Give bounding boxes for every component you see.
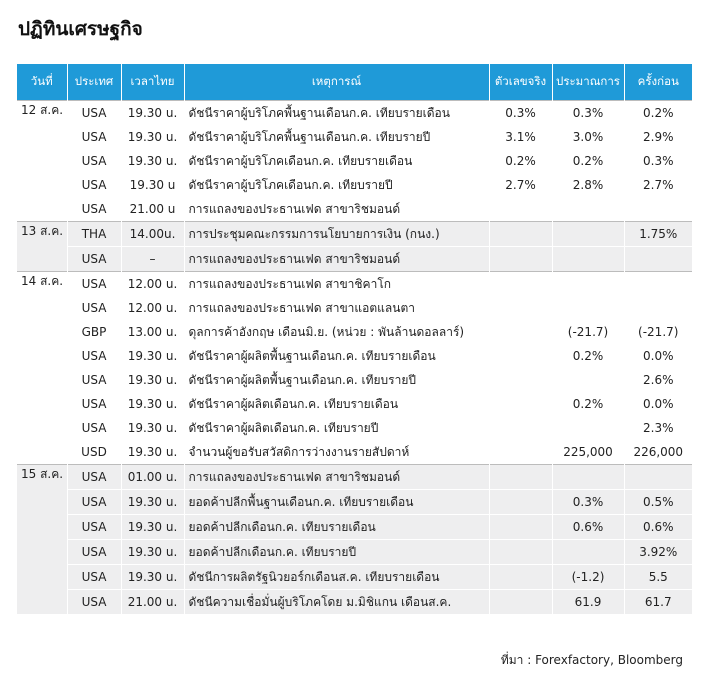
cell-actual [489, 296, 552, 320]
cell-previous: 0.0% [624, 344, 692, 368]
cell-event: ดัชนีความเชื่อมั่นผู้บริโภคโดย ม.มิชิแกน เดือนส.ค. [184, 590, 489, 615]
cell-forecast: 0.2% [552, 344, 624, 368]
cell-event: ยอดค้าปลีกเดือนก.ค. เทียบรายปี [184, 540, 489, 565]
col-header-country: ประเทศ [67, 64, 121, 101]
cell-date: 12 ส.ค. [17, 101, 67, 222]
cell-actual [489, 222, 552, 247]
cell-event: การแถลงของประธานเฟด สาขาริชมอนด์ [184, 197, 489, 222]
cell-forecast: 0.2% [552, 149, 624, 173]
cell-event: ดัชนีราคาผู้ผลิตพื้นฐานเดือนก.ค. เทียบรายปี [184, 368, 489, 392]
cell-event: ดัชนีการผลิตรัฐนิวยอร์กเดือนส.ค. เทียบรายเดือน [184, 565, 489, 590]
cell-actual [489, 344, 552, 368]
source-note: ที่มา : Forexfactory, Bloomberg [500, 653, 683, 667]
table-row [17, 272, 692, 297]
cell-time: 19.30 u. [121, 416, 184, 440]
cell-forecast [552, 416, 624, 440]
cell-forecast [552, 296, 624, 320]
cell-actual: 2.7% [489, 173, 552, 197]
cell-actual [489, 247, 552, 272]
cell-country: THA [67, 222, 121, 247]
cell-date: 13 ส.ค. [17, 222, 67, 272]
cell-event: ยอดค้าปลีกเดือนก.ค. เทียบรายเดือน [184, 515, 489, 540]
table-row [17, 320, 692, 344]
table-row [17, 344, 692, 368]
cell-event: ดัชนีราคาผู้บริโภคเดือนก.ค. เทียบรายปี [184, 173, 489, 197]
cell-actual [489, 490, 552, 515]
cell-previous: 5.5 [624, 565, 692, 590]
cell-time: 12.00 u. [121, 296, 184, 320]
cell-actual [489, 368, 552, 392]
cell-country: USA [67, 101, 121, 126]
table-row [17, 247, 692, 272]
cell-event: การแถลงของประธานเฟด สาขาริชมอนด์ [184, 247, 489, 272]
cell-actual [489, 590, 552, 615]
cell-actual: 0.3% [489, 101, 552, 126]
cell-event: ดัชนีราคาผู้บริโภคพื้นฐานเดือนก.ค. เทียบรายปี [184, 125, 489, 149]
cell-event: จำนวนผู้ขอรับสวัสดิการว่างงานรายสัปดาห์ [184, 440, 489, 465]
economic-calendar-table [17, 64, 692, 614]
cell-actual [489, 392, 552, 416]
cell-previous: 0.0% [624, 392, 692, 416]
cell-country: USA [67, 540, 121, 565]
table-row [17, 149, 692, 173]
col-header-thai-time: เวลาไทย [121, 64, 184, 101]
cell-forecast [552, 222, 624, 247]
cell-previous: 2.6% [624, 368, 692, 392]
cell-country: USA [67, 368, 121, 392]
cell-country: USA [67, 465, 121, 490]
cell-previous [624, 296, 692, 320]
cell-country: USA [67, 173, 121, 197]
cell-previous: 2.9% [624, 125, 692, 149]
cell-time: 19.30 u. [121, 540, 184, 565]
cell-country: USA [67, 490, 121, 515]
cell-country: GBP [67, 320, 121, 344]
cell-time: 19.30 u. [121, 515, 184, 540]
cell-country: USA [67, 125, 121, 149]
table-row [17, 515, 692, 540]
col-header-date: วันที่ [17, 64, 67, 101]
cell-actual [489, 440, 552, 465]
cell-event: การประชุมคณะกรรมการนโยบายการเงิน (กนง.) [184, 222, 489, 247]
cell-previous: 0.6% [624, 515, 692, 540]
cell-forecast [552, 540, 624, 565]
cell-actual [489, 565, 552, 590]
cell-country: USA [67, 416, 121, 440]
cell-previous: 3.92% [624, 540, 692, 565]
cell-time: 19.30 u. [121, 149, 184, 173]
cell-country: USA [67, 392, 121, 416]
cell-previous: 1.75% [624, 222, 692, 247]
cell-forecast: 61.9 [552, 590, 624, 615]
cell-previous: 0.2% [624, 101, 692, 126]
col-header-forecast: ประมาณการ [552, 64, 624, 101]
cell-time: 13.00 u. [121, 320, 184, 344]
table-row [17, 296, 692, 320]
cell-previous: 2.7% [624, 173, 692, 197]
table-row [17, 222, 692, 247]
cell-time: 19.30 u [121, 173, 184, 197]
cell-forecast: 0.3% [552, 101, 624, 126]
col-header-previous: ครั้งก่อน [624, 64, 692, 101]
cell-previous [624, 197, 692, 222]
cell-date: 15 ส.ค. [17, 465, 67, 615]
table-row [17, 368, 692, 392]
cell-time: 19.30 u. [121, 490, 184, 515]
cell-actual [489, 197, 552, 222]
cell-time: 19.30 u. [121, 125, 184, 149]
cell-actual [489, 465, 552, 490]
cell-time: 19.30 u. [121, 392, 184, 416]
cell-country: USA [67, 344, 121, 368]
table-row [17, 173, 692, 197]
table-header-row [17, 64, 692, 101]
cell-country: USA [67, 515, 121, 540]
cell-previous: 0.5% [624, 490, 692, 515]
cell-forecast: 0.3% [552, 490, 624, 515]
table-row [17, 565, 692, 590]
cell-time: 12.00 u. [121, 272, 184, 297]
cell-event: ยอดค้าปลีกพื้นฐานเดือนก.ค. เทียบรายเดือน [184, 490, 489, 515]
cell-event: ดัชนีราคาผู้บริโภคพื้นฐานเดือนก.ค. เทียบรายเดือน [184, 101, 489, 126]
cell-time: 21.00 u. [121, 590, 184, 615]
cell-time: 19.30 u. [121, 368, 184, 392]
cell-event: การแถลงของประธานเฟด สาขาชิคาโก [184, 272, 489, 297]
cell-country: USA [67, 565, 121, 590]
cell-event: ดัชนีราคาผู้ผลิตเดือนก.ค. เทียบรายเดือน [184, 392, 489, 416]
col-header-event: เหตุการณ์ [184, 64, 489, 101]
cell-actual: 0.2% [489, 149, 552, 173]
cell-country: USA [67, 149, 121, 173]
table-row [17, 440, 692, 465]
cell-actual: 3.1% [489, 125, 552, 149]
cell-forecast [552, 368, 624, 392]
cell-country: USA [67, 296, 121, 320]
cell-event: การแถลงของประธานเฟด สาขาริชมอนด์ [184, 465, 489, 490]
cell-forecast: 3.0% [552, 125, 624, 149]
table-row [17, 465, 692, 490]
cell-actual [489, 272, 552, 297]
cell-previous [624, 247, 692, 272]
table-row [17, 197, 692, 222]
cell-time: 19.30 u. [121, 101, 184, 126]
cell-forecast: 0.6% [552, 515, 624, 540]
cell-time: 19.30 u. [121, 344, 184, 368]
cell-previous: 226,000 [624, 440, 692, 465]
cell-time: 01.00 u. [121, 465, 184, 490]
cell-actual [489, 540, 552, 565]
table-row [17, 416, 692, 440]
date-group [17, 222, 692, 272]
cell-forecast [552, 465, 624, 490]
cell-time: – [121, 247, 184, 272]
date-group [17, 465, 692, 615]
cell-previous [624, 465, 692, 490]
cell-event: ดัชนีราคาผู้บริโภคเดือนก.ค. เทียบรายเดือน [184, 149, 489, 173]
cell-forecast: 225,000 [552, 440, 624, 465]
cell-actual [489, 515, 552, 540]
cell-time: 19.30 u. [121, 565, 184, 590]
table-row [17, 590, 692, 615]
cell-actual [489, 416, 552, 440]
cell-time: 14.00u. [121, 222, 184, 247]
cell-forecast [552, 247, 624, 272]
cell-country: USA [67, 197, 121, 222]
table-row [17, 125, 692, 149]
table-row [17, 490, 692, 515]
cell-forecast: 2.8% [552, 173, 624, 197]
cell-forecast: 0.2% [552, 392, 624, 416]
cell-previous [624, 272, 692, 297]
cell-forecast [552, 272, 624, 297]
date-group [17, 101, 692, 222]
cell-event: ดัชนีราคาผู้ผลิตเดือนก.ค. เทียบรายปี [184, 416, 489, 440]
cell-event: ดัชนีราคาผู้ผลิตพื้นฐานเดือนก.ค. เทียบรายเดือน [184, 344, 489, 368]
cell-country: USD [67, 440, 121, 465]
page-title: ปฏิทินเศรษฐกิจ [18, 18, 143, 40]
cell-country: USA [67, 590, 121, 615]
cell-event: การแถลงของประธานเฟด สาขาแอตแลนตา [184, 296, 489, 320]
cell-time: 21.00 u [121, 197, 184, 222]
cell-time: 19.30 u. [121, 440, 184, 465]
cell-actual [489, 320, 552, 344]
cell-date: 14 ส.ค. [17, 272, 67, 465]
cell-previous: (-21.7) [624, 320, 692, 344]
cell-country: USA [67, 247, 121, 272]
cell-forecast [552, 197, 624, 222]
col-header-actual: ตัวเลขจริง [489, 64, 552, 101]
table-row [17, 101, 692, 126]
cell-event: ดุลการค้าอังกฤษ เดือนมิ.ย. (หน่วย : พันล้านดอลลาร์) [184, 320, 489, 344]
cell-forecast: (-1.2) [552, 565, 624, 590]
table-row [17, 540, 692, 565]
table-row [17, 392, 692, 416]
cell-forecast: (-21.7) [552, 320, 624, 344]
cell-previous: 2.3% [624, 416, 692, 440]
date-group [17, 272, 692, 465]
cell-previous: 0.3% [624, 149, 692, 173]
cell-previous: 61.7 [624, 590, 692, 615]
cell-country: USA [67, 272, 121, 297]
